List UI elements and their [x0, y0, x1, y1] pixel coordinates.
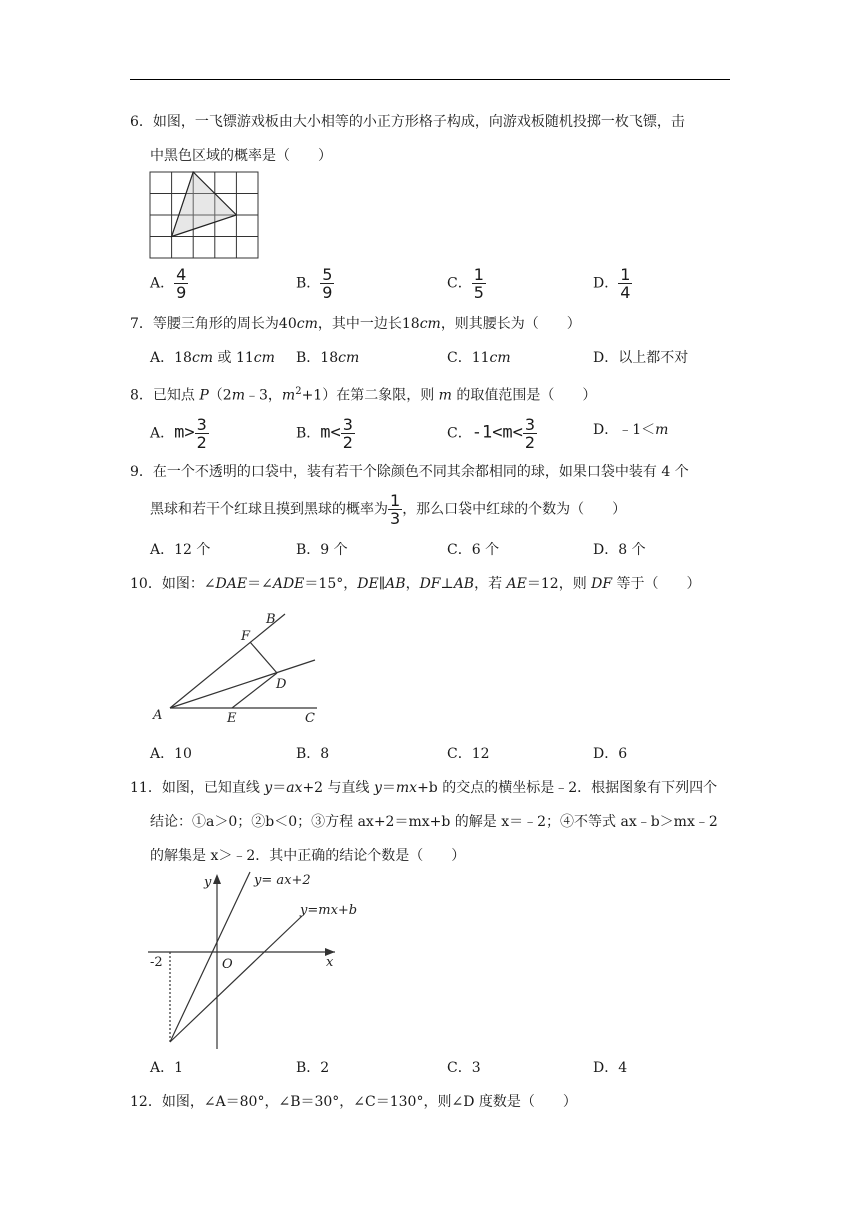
q6-stem-line1: 6．如图，一飞镖游戏板由大小相等的小正方形格子构成，向游戏板随机投掷一枚飞镖，击 — [130, 114, 685, 130]
label-d: D — [276, 677, 287, 692]
q11-stem-line3: 的解集是 x＞﹣2．其中正确的结论个数是（ ） — [150, 848, 466, 864]
q9-option-c[interactable]: C．6 个 — [447, 542, 500, 558]
q6-dartboard-figure — [150, 172, 260, 260]
q6-option-b[interactable]: B． $\frac{5}{9}$ — [296, 265, 333, 302]
y-axis-arrow — [213, 874, 221, 884]
q7-option-d[interactable]: D．以上都不对 — [593, 350, 689, 366]
q9-option-b[interactable]: B．9 个 — [296, 542, 348, 558]
q10-stem: 10．如图：∠DAE＝∠ADE＝15°，DE∥AB，DF⊥AB，若 AE＝12，则 DF 等于（ ） — [130, 576, 701, 592]
segment-fd — [250, 642, 277, 673]
q8-stem: 8．已知点 P（2m﹣3，$m^2+1$）在第二象限，则 m 的取值范围是（ ） — [130, 386, 597, 404]
q12-stem: 12．如图，∠A＝80°，∠B＝30°，∠C＝130°，则∠D 度数是（ ） — [130, 1094, 577, 1110]
q6-option-d[interactable]: D． $\frac{1}{4}$ — [593, 265, 631, 302]
q11-graph-figure — [140, 866, 358, 1056]
segment-ed — [232, 673, 277, 708]
q10-option-d[interactable]: D．6 — [593, 746, 628, 762]
graph-x-label: x — [326, 955, 334, 970]
q7-option-b[interactable]: B．18cm — [296, 350, 360, 366]
q9-option-a[interactable]: A．12 个 — [150, 542, 211, 558]
q8-option-a[interactable]: A．m> $\frac{3}{2}$ — [150, 415, 207, 452]
q7-option-a[interactable]: A．18cm 或 11cm — [150, 350, 275, 366]
q6-option-c[interactable]: C． $\frac{1}{5}$ — [447, 265, 484, 302]
label-f: F — [241, 629, 251, 644]
q8-option-b[interactable]: B．m< $\frac{3}{2}$ — [296, 415, 353, 452]
label-c: C — [305, 711, 315, 726]
q11-stem-line2: 结论：①a＞0；②b＜0；③方程 ax+2＝mx+b 的解是 x＝﹣2；④不等式 ax﹣b＞mx﹣2 — [150, 814, 718, 830]
q8-option-c[interactable]: C．-1<m< $\frac{3}{2}$ — [447, 415, 536, 452]
q11-option-c[interactable]: C．3 — [447, 1060, 481, 1076]
label-e: E — [227, 711, 237, 726]
q7-stem: 7．等腰三角形的周长为40cm，其中一边长18cm，则其腰长为（ ） — [130, 316, 581, 332]
q11-option-a[interactable]: A．1 — [150, 1060, 184, 1076]
ray-ad — [170, 660, 315, 708]
graph-origin-label: O — [222, 957, 233, 972]
label-a: A — [153, 708, 163, 723]
q9-stem-line2: 黑球和若干个红球且摸到黑球的概率为 $\frac{1}{3}$ ，那么口袋中红球的个数为（ ） — [150, 491, 627, 528]
q8-option-d[interactable]: D．﹣1＜m — [593, 422, 669, 438]
shaded-triangle — [172, 172, 237, 237]
q10-option-a[interactable]: A．10 — [150, 746, 192, 762]
graph-line1-label: y= ax+2 — [254, 873, 311, 888]
q10-option-c[interactable]: C．12 — [447, 746, 490, 762]
q10-option-b[interactable]: B．8 — [296, 746, 330, 762]
graph-line2-label: y=mx+b — [300, 903, 358, 918]
graph-y-label: y — [204, 875, 212, 890]
q9-stem-line1: 9．在一个不透明的口袋中，装有若干个除颜色不同其余都相同的球，如果口袋中装有 4 个 — [130, 464, 689, 480]
q9-option-d[interactable]: D．8 个 — [593, 542, 646, 558]
q10-geometry-figure — [145, 605, 335, 730]
line-mx-plus-b — [170, 916, 302, 1042]
line-ax-plus-2 — [170, 872, 250, 1042]
q11-stem-line1: 11．如图，已知直线 y＝ax+2 与直线 y＝mx+b 的交点的横坐标是﹣2．根据图象有下列四个 — [130, 780, 718, 796]
header-rule — [130, 79, 730, 80]
ray-ab — [170, 614, 285, 708]
q6-option-a[interactable]: A． $\frac{4}{9}$ — [150, 265, 187, 302]
q11-option-d[interactable]: D．4 — [593, 1060, 628, 1076]
q7-option-c[interactable]: C．11cm — [447, 350, 511, 366]
q11-option-b[interactable]: B．2 — [296, 1060, 330, 1076]
q6-stem-line2: 中黑色区域的概率是（ ） — [150, 148, 332, 164]
label-b: B — [266, 612, 276, 627]
graph-neg2-label: -2 — [150, 955, 163, 970]
